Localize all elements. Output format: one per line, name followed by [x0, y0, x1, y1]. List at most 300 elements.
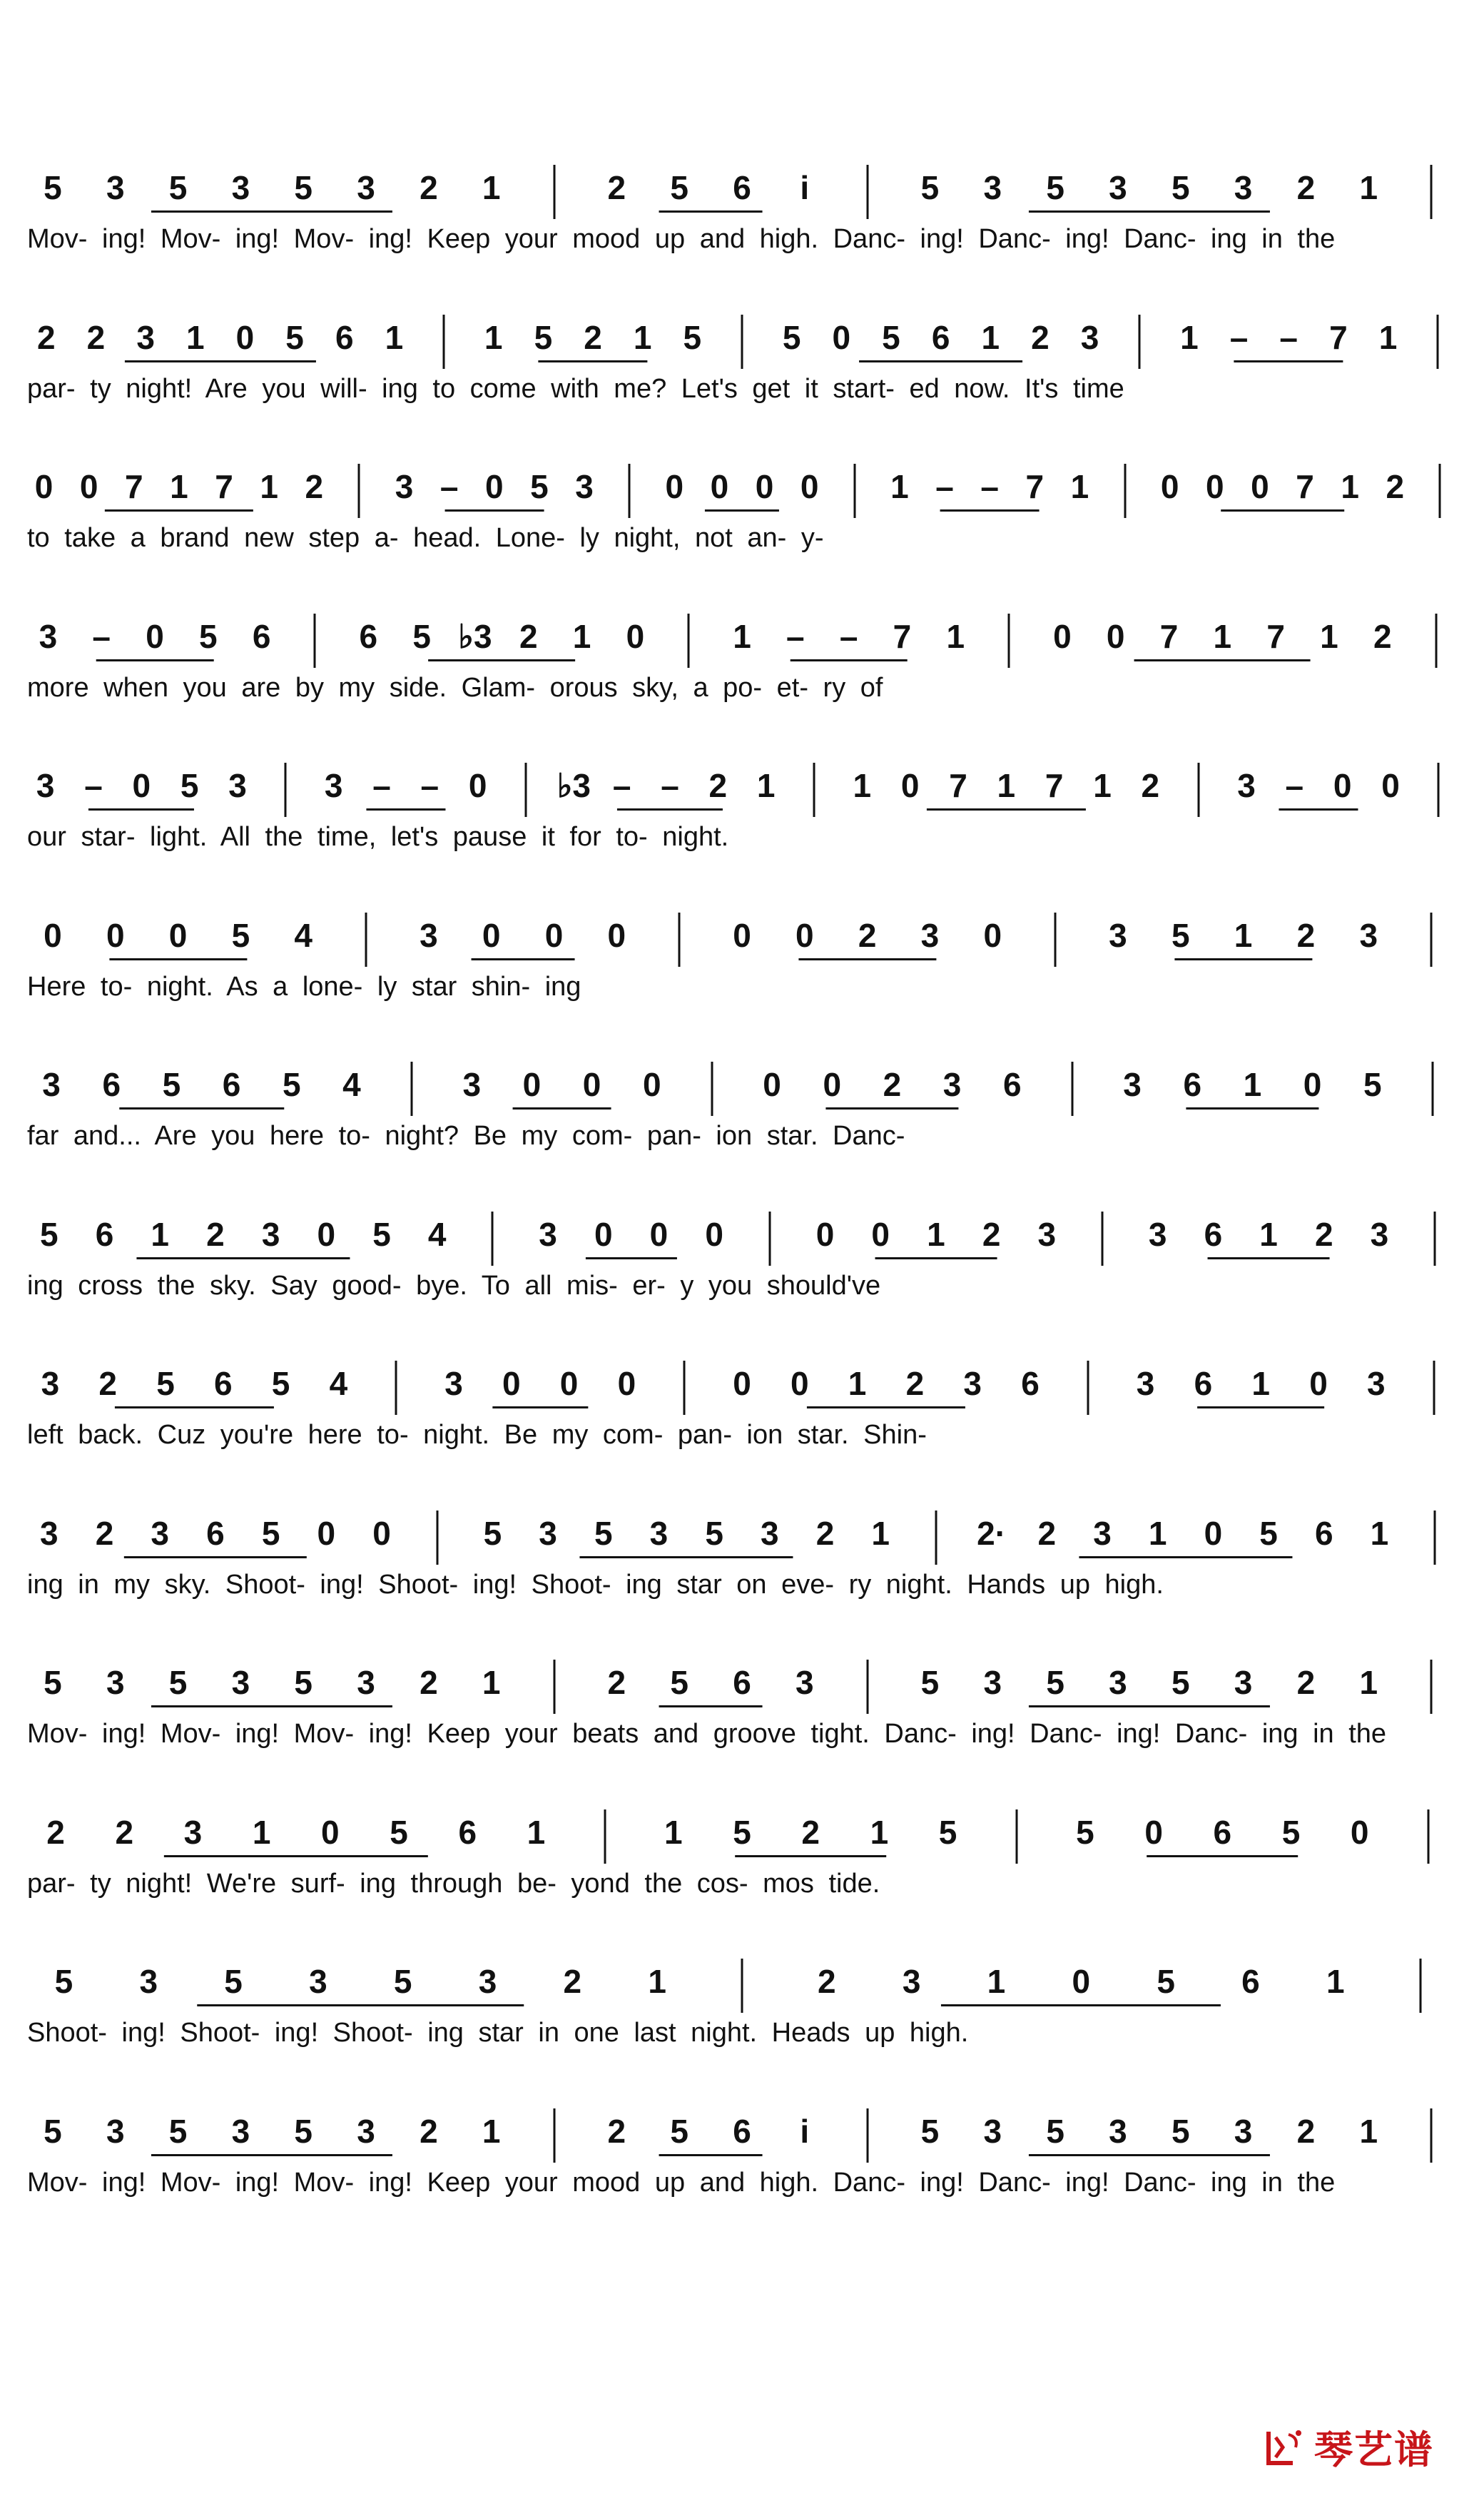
score-note: 0 [1303, 1066, 1322, 1103]
notes-row [21, 1057, 1463, 1122]
beam-line [1029, 2154, 1270, 2156]
score-note: 3 [1123, 1066, 1142, 1103]
score-note: 1 [527, 1813, 546, 1851]
barline [1435, 614, 1437, 668]
score-note: 2 [98, 1365, 117, 1402]
lyrics-row [21, 1568, 1463, 1610]
score-note: 0 [544, 916, 564, 954]
beam-line [512, 1107, 611, 1110]
piano-key-logo-icon [1264, 2427, 1307, 2467]
score-note: – [980, 468, 999, 505]
score-note: 0 [594, 1215, 613, 1253]
score-note: 1 [1378, 318, 1398, 356]
beam-line [807, 1406, 965, 1408]
score-note: 0 [1206, 468, 1224, 505]
score-note: 2 [801, 1813, 820, 1851]
score-note: 5 [294, 169, 312, 206]
score-note: 3 [151, 1514, 170, 1552]
score-note: 5 [412, 617, 431, 655]
score-note: i [800, 169, 810, 206]
beam-line [1208, 1257, 1330, 1259]
beam-line [1029, 210, 1270, 213]
score-system [0, 310, 1484, 439]
lyric-line: Mov- ing! Mov- ing! Mov- ing! Keep your mood up and high. Danc- ing! Danc- ing! Danc- ing in the [27, 2167, 1336, 2198]
score-note: 2 [420, 169, 438, 206]
score-note: 3 [357, 2112, 375, 2150]
score-note: 0 [106, 916, 125, 954]
score-note: 1 [151, 1215, 170, 1253]
score-note: 6 [733, 169, 751, 206]
beam-line [538, 360, 647, 362]
lyric-line: ing cross the sky. Say good- bye. To all mis- er- y you should've [27, 1270, 881, 1301]
score-note: 3 [444, 1365, 463, 1402]
beam-line [826, 1107, 958, 1110]
score-note: 5 [938, 1813, 957, 1851]
score-note: 1 [871, 1514, 890, 1552]
score-note: 3 [42, 1066, 61, 1103]
notes-row [21, 310, 1463, 375]
score-note: 0 [1072, 1963, 1091, 2000]
score-note: 6 [1314, 1514, 1333, 1552]
score-note: 2 [1031, 318, 1050, 356]
score-note: 1 [572, 617, 591, 655]
score-note: 4 [329, 1365, 348, 1402]
beam-line [1079, 1556, 1292, 1558]
score-note: 5 [920, 1664, 940, 1701]
score-note: 3 [1237, 767, 1256, 804]
beam-line [1197, 1406, 1324, 1408]
score-note: 5 [156, 1365, 175, 1402]
score-note: 2 [607, 2112, 626, 2150]
score-note: – [612, 767, 631, 804]
score-note: 6 [252, 617, 271, 655]
lyrics-row [21, 1867, 1463, 1909]
score-note: 2 [1141, 767, 1160, 804]
score-note: 6 [335, 318, 354, 356]
score-note: 3 [983, 2112, 1002, 2150]
score-note: 3 [231, 169, 250, 206]
score-note: 3 [395, 468, 414, 505]
score-note: 0 [317, 1215, 336, 1253]
score-note: 6 [1241, 1963, 1260, 2000]
score-note: 3 [761, 1514, 779, 1552]
lyric-line: Mov- ing! Mov- ing! Mov- ing! Keep your mood up and high. Danc- ing! Danc- ing! Danc- ing in the [27, 224, 1336, 254]
score-note: 1 [927, 1215, 945, 1253]
score-note: 5 [705, 1514, 723, 1552]
score-note: 5 [390, 1813, 408, 1851]
score-note: 5 [1171, 169, 1190, 206]
score-note: 2 [1296, 2112, 1316, 2150]
score-note: 5 [920, 169, 940, 206]
beam-line [136, 1257, 350, 1259]
score-note: 1 [1341, 468, 1359, 505]
notes-row [21, 1356, 1463, 1421]
beam-line [1279, 808, 1358, 811]
beam-line [1221, 509, 1345, 512]
score-note: 5 [168, 1664, 188, 1701]
score-note: 2 [206, 1215, 225, 1253]
score-note: 3 [106, 2112, 125, 2150]
beam-line [428, 659, 575, 661]
score-note: 5 [224, 1963, 243, 2000]
score-note: 2 [46, 1813, 65, 1851]
beam-line [1147, 1855, 1298, 1857]
lyric-line: more when you are by my side. Glam- orous sky, a po- et- ry of [27, 672, 883, 703]
score-note: – [372, 767, 391, 804]
notes-row [21, 1506, 1463, 1570]
score-note: 0 [485, 468, 504, 505]
beam-line [798, 958, 936, 960]
score-system [0, 1057, 1484, 1186]
score-note: – [839, 617, 858, 655]
score-note: 5 [168, 169, 188, 206]
lyrics-row [21, 521, 1463, 564]
barline [1087, 1361, 1089, 1415]
barline [1139, 315, 1141, 369]
score-note: 5 [1046, 169, 1064, 206]
score-note: 5 [1281, 1813, 1301, 1851]
beam-line [88, 808, 194, 811]
score-note: 5 [285, 318, 304, 356]
beam-line [151, 1705, 392, 1707]
barline [358, 464, 360, 518]
score-note: 1 [1093, 767, 1112, 804]
score-note: – [935, 468, 954, 505]
barline [866, 2108, 868, 2163]
score-note: 0 [34, 468, 54, 505]
score-system [0, 1805, 1484, 1934]
score-note: 3 [575, 468, 594, 505]
barline [525, 763, 527, 817]
score-note: 0 [665, 468, 684, 505]
notes-row [21, 460, 1463, 524]
score-note: 0 [1251, 468, 1269, 505]
score-note: 3 [40, 1514, 59, 1552]
score-note: 6 [1213, 1813, 1232, 1851]
beam-line [124, 1556, 307, 1558]
score-note: 5 [733, 1813, 751, 1851]
barline [1015, 1809, 1017, 1864]
score-note: 2 [815, 1514, 835, 1552]
score-note: 0 [755, 468, 774, 505]
score-note: 3 [36, 767, 55, 804]
score-note: 1 [1370, 1514, 1389, 1552]
barline [365, 913, 367, 967]
score-note: 1 [1359, 1664, 1378, 1701]
score-note: 1 [1213, 617, 1232, 655]
beam-line [580, 1556, 793, 1558]
score-note: 7 [125, 468, 143, 505]
beam-line [96, 659, 214, 661]
beam-line [617, 808, 723, 811]
lyric-line: par- ty night! We're surf- ing through be- yond the cos- mos tide. [27, 1868, 880, 1899]
score-note: 1 [385, 318, 404, 356]
score-note: 2 [115, 1813, 134, 1851]
score-system [0, 609, 1484, 738]
score-note: 5 [231, 916, 250, 954]
lyric-line: par- ty night! Are you will- ing to come with me? Let's get it start- ed now. It's time [27, 373, 1124, 404]
score-note: 2 [708, 767, 728, 804]
barline [553, 1660, 555, 1714]
score-note: 3 [136, 318, 155, 356]
score-note: 1 [484, 318, 503, 356]
score-note: 0 [235, 318, 255, 356]
score-note: 3 [1370, 1215, 1389, 1253]
brand-name: 琴艺谱 [1314, 2429, 1434, 2472]
score-note: 1 [1243, 1066, 1262, 1103]
score-note: 0 [626, 617, 645, 655]
score-system [0, 161, 1484, 289]
score-note: 2 [818, 1963, 836, 2000]
score-note: 0 [815, 1215, 835, 1253]
barline [1437, 315, 1439, 369]
beam-line [735, 1855, 886, 1857]
score-note: 3 [1234, 169, 1253, 206]
lyric-line: Mov- ing! Mov- ing! Mov- ing! Keep your beats and groove tight. Danc- ing! Danc- ing! Danc- ing in the [27, 1719, 1387, 1749]
score-note: 0 [79, 468, 98, 505]
notes-row [21, 609, 1463, 674]
score-note: 3 [324, 767, 343, 804]
score-note: 4 [294, 916, 312, 954]
barline [1439, 464, 1441, 518]
beam-line [705, 509, 779, 512]
score-note: – [420, 767, 439, 804]
score-note: 5 [199, 617, 218, 655]
score-system [0, 1207, 1484, 1336]
score-note: 0 [317, 1514, 336, 1552]
score-note: – [786, 617, 805, 655]
beam-line [1234, 360, 1343, 362]
score-note: 3 [39, 617, 58, 655]
score-note: 0 [582, 1066, 601, 1103]
score-note: 5 [294, 2112, 312, 2150]
score-note: 3 [228, 767, 247, 804]
score-note: 1 [981, 318, 1000, 356]
score-note: 0 [617, 1365, 636, 1402]
score-note: 6 [733, 1664, 751, 1701]
score-note: 3 [1109, 916, 1127, 954]
barline [629, 464, 631, 518]
beam-line [115, 1406, 273, 1408]
score-note: 0 [900, 767, 920, 804]
score-note: 2 [563, 1963, 582, 2000]
score-note: 5 [44, 1664, 62, 1701]
barline [604, 1809, 606, 1864]
score-note: 7 [1045, 767, 1064, 804]
notes-row [21, 2104, 1463, 2168]
score-note: 3 [309, 1963, 327, 2000]
barline [1430, 2108, 1433, 2163]
score-note: 2 [607, 1664, 626, 1701]
barline [553, 2108, 555, 2163]
score-note: 1 [1320, 617, 1338, 655]
beam-line [105, 509, 253, 512]
score-note: – [92, 617, 111, 655]
score-note: 2 [37, 318, 56, 356]
score-note: 2 [519, 617, 538, 655]
beam-line [198, 2004, 524, 2006]
score-note: 0 [1350, 1813, 1369, 1851]
score-note: 3 [357, 1664, 375, 1701]
score-note: 5 [594, 1514, 613, 1552]
barline [411, 1062, 413, 1116]
score-note: 3 [231, 2112, 250, 2150]
lyrics-row [21, 970, 1463, 1012]
barline [314, 614, 316, 668]
score-note: 6 [1194, 1365, 1213, 1402]
beam-line [941, 2004, 1221, 2006]
score-note: 2 [1296, 169, 1316, 206]
beam-line [659, 2154, 763, 2156]
score-note: – [1285, 767, 1304, 804]
score-note: 7 [1329, 318, 1348, 356]
notes-row [21, 1954, 1463, 2019]
score-note: 5 [294, 1664, 312, 1701]
score-note: 1 [987, 1963, 1006, 2000]
score-note: 5 [54, 1963, 73, 2000]
barline [1434, 1511, 1436, 1565]
score-note: 1 [1326, 1963, 1345, 2000]
score-note: 0 [44, 916, 62, 954]
score-note: 1 [1259, 1215, 1278, 1253]
beam-line [1174, 958, 1312, 960]
score-note: 5 [1046, 2112, 1064, 2150]
score-note: 1 [482, 169, 501, 206]
beam-line [444, 509, 544, 512]
score-note: 7 [1266, 617, 1285, 655]
score-note: 0 [649, 1215, 669, 1253]
score-note: 1 [1180, 318, 1199, 356]
score-note: 6 [206, 1514, 225, 1552]
score-note: 5 [534, 318, 553, 356]
score-note: 3 [1359, 916, 1378, 954]
score-note: 5 [180, 767, 199, 804]
score-note: 4 [342, 1066, 361, 1103]
barline [741, 1959, 743, 2013]
score-note: 0 [871, 1215, 890, 1253]
notes-row [21, 1805, 1463, 1869]
score-note: 3 [261, 1215, 280, 1253]
score-note: 1 [997, 767, 1016, 804]
score-note: 3 [902, 1963, 921, 2000]
beam-line [927, 808, 1085, 811]
lyrics-row [21, 1717, 1463, 1760]
score-note: 6 [458, 1813, 477, 1851]
barline [1433, 1361, 1435, 1415]
score-note: 2 [1037, 1514, 1057, 1552]
score-note: i [800, 2112, 810, 2150]
score-note: 5 [920, 2112, 940, 2150]
score-note: 0 [1333, 767, 1352, 804]
score-note: 0 [733, 1365, 751, 1402]
score-note: 5 [1076, 1813, 1094, 1851]
score-note: 0 [1160, 468, 1179, 505]
score-note: 3 [106, 169, 125, 206]
score-note: 1 [1234, 916, 1253, 954]
lyric-line: Shoot- ing! Shoot- ing! Shoot- ing star in one last night. Heads up high. [27, 2018, 969, 2048]
score-note: 3 [183, 1813, 203, 1851]
score-note: 2 [420, 2112, 438, 2150]
score-note: 0 [832, 318, 851, 356]
barline [679, 913, 681, 967]
score-note: 0 [796, 916, 814, 954]
score-note: 6 [222, 1066, 241, 1103]
score-note: 3 [1148, 1215, 1167, 1253]
score-note: 5 [1259, 1514, 1278, 1552]
score-note: 1 [482, 2112, 501, 2150]
score-system [0, 1954, 1484, 2083]
notes-row [21, 758, 1463, 823]
score-note: 5 [1171, 1664, 1190, 1701]
score-note: 0 [502, 1365, 521, 1402]
score-note: 5 [393, 1963, 412, 2000]
score-note: 4 [427, 1215, 447, 1253]
score-note: 5 [261, 1514, 280, 1552]
barline [866, 165, 868, 219]
score-note: 0 [1204, 1514, 1223, 1552]
score-note: 3 [920, 916, 940, 954]
barline [492, 1212, 494, 1266]
barline [1431, 1062, 1433, 1116]
score-note: 1 [890, 468, 909, 505]
score-note: 0 [168, 916, 188, 954]
score-note: 0 [791, 1365, 809, 1402]
beam-line [151, 210, 392, 213]
score-note: 2 [858, 916, 877, 954]
beam-line [940, 509, 1040, 512]
score-note: 7 [949, 767, 967, 804]
beam-line [493, 1406, 588, 1408]
notes-row [21, 908, 1463, 973]
lyrics-row [21, 1119, 1463, 1162]
score-note: 3 [1109, 1664, 1127, 1701]
score-note: 5 [1363, 1066, 1382, 1103]
score-note: – [1279, 318, 1298, 356]
barline [1008, 614, 1010, 668]
beam-line [109, 958, 247, 960]
score-note: 6 [359, 617, 378, 655]
score-note: 2 [95, 1514, 114, 1552]
barline [1430, 1660, 1433, 1714]
score-note: 5 [40, 1215, 59, 1253]
score-note: 1 [870, 1813, 889, 1851]
score-note: 1 [170, 468, 188, 505]
score-note: 6 [931, 318, 950, 356]
beam-line [119, 1107, 284, 1110]
lyric-line: Here to- night. As a lone- ly star shin- ing [27, 971, 581, 1002]
score-note: 5 [670, 2112, 688, 2150]
barline [1419, 1959, 1421, 2013]
score-note: 5 [1171, 2112, 1190, 2150]
score-note: 5 [162, 1066, 181, 1103]
score-note: 5 [282, 1066, 301, 1103]
lyric-line: left back. Cuz you're here to- night. Be my com- pan- ion star. Shin- [27, 1420, 927, 1450]
score-note: 0 [468, 767, 487, 804]
barline [1054, 913, 1057, 967]
beam-line [366, 808, 445, 811]
barline [1430, 913, 1433, 967]
score-note: 3 [357, 169, 375, 206]
score-note: 3 [963, 1365, 982, 1402]
score-note: 1 [756, 767, 776, 804]
score-note: 0 [1309, 1365, 1328, 1402]
score-system [0, 758, 1484, 887]
score-note: 0 [705, 1215, 723, 1253]
score-system [0, 1506, 1484, 1635]
score-note: 0 [1381, 767, 1400, 804]
score-note: 6 [214, 1365, 233, 1402]
score-note: 0 [372, 1514, 391, 1552]
